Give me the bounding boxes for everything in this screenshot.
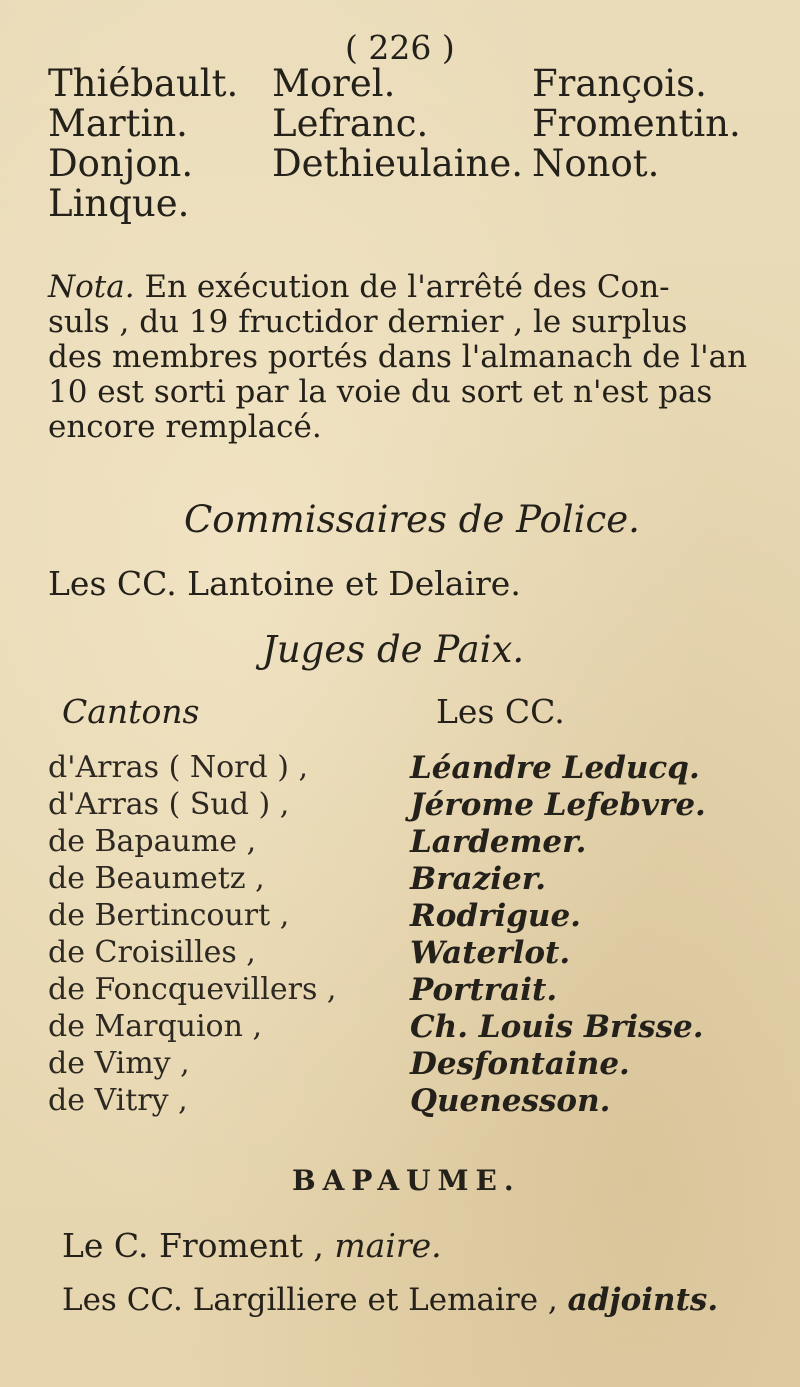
judge-name: Léandre Leducq.: [410, 750, 700, 786]
name-entry: Fromentin.: [532, 102, 741, 145]
juges-heading: Juges de Paix.: [262, 628, 525, 671]
bapaume-heading: BAPAUME.: [292, 1164, 521, 1197]
name-entry: Dethieulaine.: [272, 142, 524, 185]
judge-name: Brazier.: [410, 861, 547, 897]
nota-label: Nota.: [48, 269, 135, 305]
name-entry: Thiébault.: [48, 62, 239, 105]
name-entry: Lefranc.: [272, 102, 429, 145]
judge-name: Lardemer.: [410, 824, 587, 860]
bapaume-maire-line: [62, 1226, 442, 1265]
canton-name: de Croisilles ,: [48, 935, 256, 970]
bapaume-maire-role: maire.: [334, 1226, 442, 1265]
canton-name: de Beaumetz ,: [48, 861, 265, 896]
judge-name: Ch. Louis Brisse.: [410, 1009, 704, 1045]
judge-name: Waterlot.: [410, 935, 571, 971]
judge-name: Quenesson.: [410, 1083, 611, 1119]
name-entry: Linque.: [48, 182, 190, 225]
police-members: Les CC. Lantoine et Delaire.: [48, 564, 521, 603]
canton-name: de Marquion ,: [48, 1009, 263, 1044]
name-entry: Morel.: [272, 62, 396, 105]
canton-name: de Bertincourt ,: [48, 898, 290, 933]
nota-line: encore remplacé.: [48, 409, 322, 445]
name-entry: François.: [532, 62, 707, 105]
nota-line: des membres portés dans l'almanach de l'an: [48, 339, 748, 375]
bapaume-maire-name: Le C. Froment ,: [62, 1226, 324, 1265]
bapaume-adjoints-line: [62, 1282, 718, 1318]
bapaume-adjoints-names: Les CC. Largilliere et Lemaire ,: [62, 1282, 558, 1318]
name-entry: Nonot.: [532, 142, 660, 185]
canton-name: de Vimy ,: [48, 1046, 190, 1081]
cantons-column-header: Cantons: [62, 692, 200, 731]
name-entry: Donjon.: [48, 142, 194, 185]
nota-line: 10 est sorti par la voie du sort et n'est pas: [48, 374, 713, 410]
canton-name: de Bapaume ,: [48, 824, 257, 859]
bapaume-adjoints-role: adjoints.: [567, 1282, 719, 1318]
nota-text: En exécution de l'arrêté des Con-: [144, 269, 670, 305]
canton-name: de Foncquevillers ,: [48, 972, 337, 1007]
canton-name: d'Arras ( Sud ) ,: [48, 787, 290, 822]
canton-name: de Vitry ,: [48, 1083, 188, 1118]
judge-name: Portrait.: [410, 972, 558, 1008]
judges-column-header: Les CC.: [436, 692, 565, 731]
judge-name: Rodrigue.: [410, 898, 581, 934]
judge-name: Desfontaine.: [410, 1046, 630, 1082]
judge-name: Jérome Lefebvre.: [410, 787, 706, 823]
nota-line: [48, 269, 670, 305]
canton-name: d'Arras ( Nord ) ,: [48, 750, 309, 785]
nota-line: suls , du 19 fructidor dernier , le surplus: [48, 304, 688, 340]
police-heading: Commissaires de Police.: [184, 498, 640, 541]
page-number: ( 226 ): [345, 28, 455, 67]
name-entry: Martin.: [48, 102, 188, 145]
